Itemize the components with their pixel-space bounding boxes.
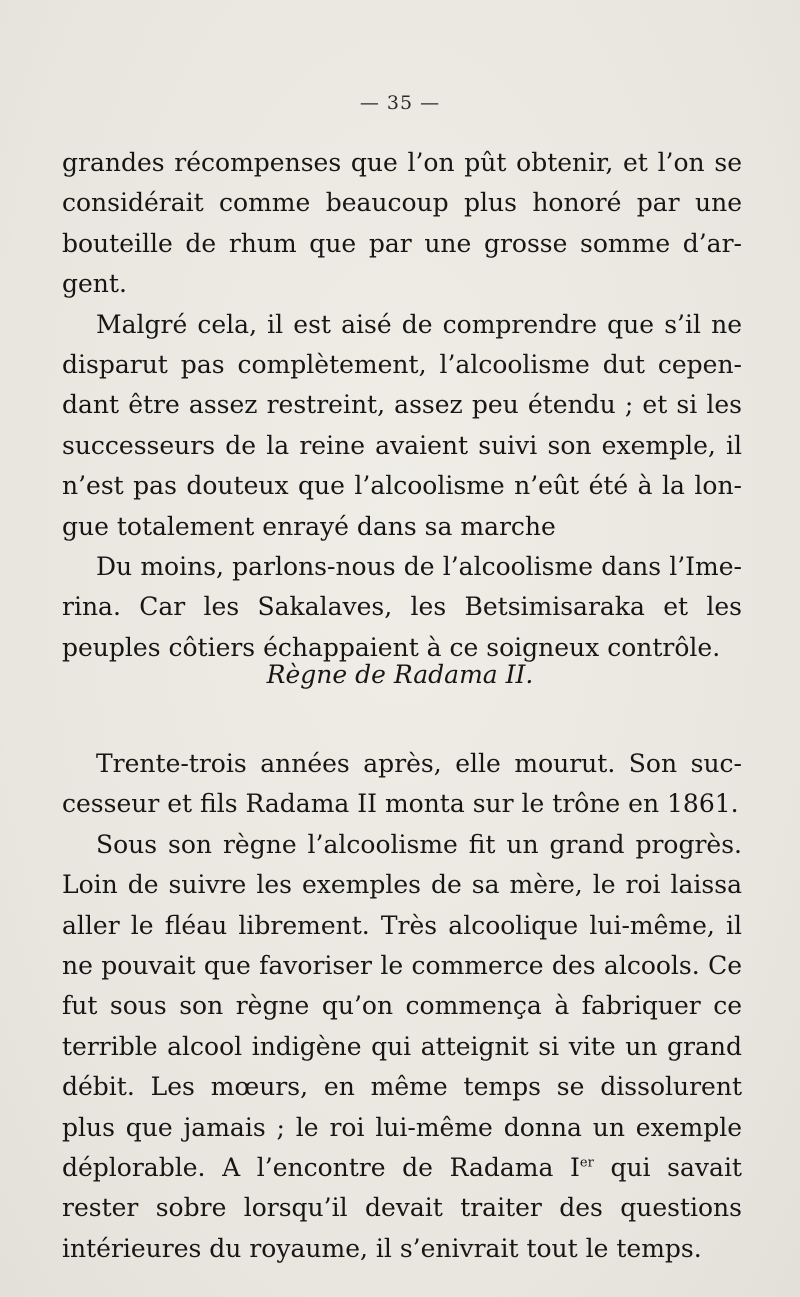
- text-line: Malgré cela, il est aisé de comprendre que s’il ne: [96, 309, 742, 339]
- text-line: bouteille de rhum que par une grosse somme d’ar-: [62, 228, 742, 258]
- paragraph: [62, 744, 742, 825]
- text-line: gent.: [62, 269, 127, 299]
- paragraph: [62, 305, 742, 547]
- text-line: successeurs de la reine avaient suivi son exemple, il: [62, 430, 742, 460]
- text-line: Sous son règne l’alcoolisme fit un grand progrès.: [96, 829, 742, 859]
- text-line: [62, 1148, 742, 1188]
- text-line: rester sobre lorsqu’il devait traiter des questions: [62, 1193, 742, 1223]
- text-line: aller le fléau librement. Très alcoolique lui-même, il: [62, 910, 742, 940]
- text-line: considérait comme beaucoup plus honoré par une: [62, 188, 742, 218]
- text-line: grandes récompenses que l’on pût obtenir, et l’on se: [62, 148, 742, 177]
- text-line: Trente-trois années après, elle mourut. Son suc-: [96, 749, 742, 778]
- text-line: cesseur et fils Radama II monta sur le trône en 1861.: [62, 789, 739, 819]
- page-number: — 35 —: [359, 92, 441, 114]
- paragraph: [62, 547, 742, 668]
- text-line: ne pouvait que favoriser le commerce des alcools. Ce: [62, 950, 742, 980]
- text-line: plus que jamais ; le roi lui-même donna un exemple: [62, 1112, 742, 1142]
- text-line: fut sous son règne qu’on commença à fabriquer ce: [62, 991, 742, 1021]
- text-line: Loin de suivre les exemples de sa mère, le roi laissa: [62, 870, 742, 900]
- text-line: disparut pas complètement, l’alcoolisme dut cepen-: [62, 349, 742, 379]
- text-line: dant être assez restreint, assez peu étendu ; et si les: [62, 390, 742, 420]
- text-line: terrible alcool indigène qui atteignit si vite un grand: [62, 1031, 742, 1061]
- text-line: débit. Les mœurs, en même temps se dissolurent: [62, 1072, 742, 1102]
- ordinal-superscript: er: [579, 1155, 594, 1171]
- paragraph: [62, 825, 742, 1269]
- text-line: rina. Car les Sakalaves, les Betsimisaraka et les: [62, 592, 742, 622]
- text-line: intérieures du royaume, il s’enivrait tout le temps.: [62, 1233, 702, 1263]
- text-line: peuples côtiers échappaient à ce soigneux contrôle.: [62, 632, 721, 662]
- text-fragment: qui savait: [593, 1152, 742, 1182]
- section-heading: Règne de Radama II.: [266, 660, 534, 689]
- body-text-top: [62, 143, 742, 668]
- text-fragment: déplorable. A l’encontre de Radama I: [62, 1152, 580, 1182]
- text-line: Du moins, parlons-nous de l’alcoolisme dans l’Ime-: [96, 551, 742, 581]
- text-line: n’est pas douteux que l’alcoolisme n’eût été à la lon-: [62, 471, 742, 501]
- body-text-bottom: [62, 744, 742, 1269]
- text-line: gue totalement enrayé dans sa marche: [62, 511, 556, 541]
- paragraph: [62, 143, 742, 305]
